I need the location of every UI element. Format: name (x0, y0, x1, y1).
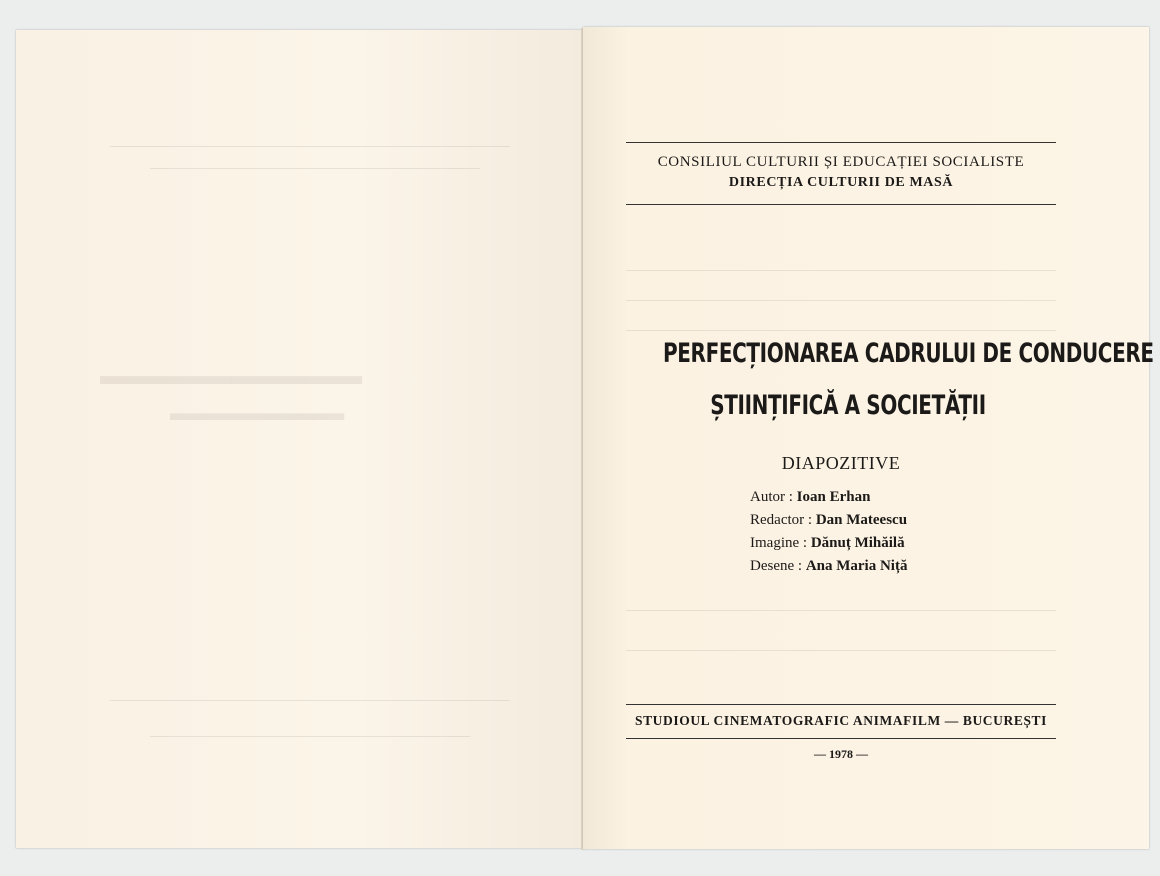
show-through-rule (626, 650, 1056, 651)
footer-top-rule (626, 704, 1056, 705)
show-through-rule (626, 330, 1056, 331)
show-through-title: ▬▬▬▬▬▬▬▬▬▬▬ (170, 400, 345, 425)
studio-name: STUDIOUL CINEMATOGRAFIC ANIMAFILM — BUCUREȘTI (634, 713, 1048, 728)
council-name: CONSILIUL CULTURII ȘI EDUCAȚIEI SOCIALISTE (657, 154, 1025, 170)
show-through-rule (626, 270, 1056, 271)
credit-value: Dan Mateescu (815, 512, 908, 528)
credit-value: Ioan Erhan (796, 489, 871, 505)
show-through-rule (626, 610, 1056, 611)
left-page (16, 30, 584, 848)
publication-year: — 1978 — (814, 747, 868, 761)
title-line-2: ȘTIINȚIFICĂ A SOCIETĂȚII (710, 390, 986, 421)
credit-editor (750, 512, 907, 529)
show-through-rule (626, 300, 1056, 301)
show-through-rule (110, 146, 510, 147)
credit-author (750, 489, 870, 506)
subtitle: DIAPOZITIVE (781, 453, 901, 473)
credit-label: Imagine : (750, 535, 811, 551)
credit-image (750, 535, 905, 552)
credit-label: Autor : (750, 489, 797, 505)
show-through-rule (150, 736, 470, 737)
show-through-rule (110, 700, 510, 701)
credit-value: Dănuț Mihăilă (810, 535, 905, 551)
show-through-rule (150, 168, 480, 169)
header-bottom-rule (626, 204, 1056, 205)
directorate-name: DIRECȚIA CULTURII DE MASĂ (728, 175, 954, 190)
show-through-title: ▬▬▬▬▬▬▬▬▬▬▬▬▬▬ (100, 360, 363, 390)
footer-bottom-rule (626, 738, 1056, 739)
credit-drawings (750, 558, 907, 575)
credit-value: Ana Maria Niță (805, 558, 908, 574)
title-line-1: PERFECȚIONAREA CADRULUI DE CONDUCERE (663, 338, 1154, 369)
credit-label: Redactor : (750, 512, 816, 528)
credit-label: Desene : (750, 558, 806, 574)
header-top-rule (626, 142, 1056, 143)
